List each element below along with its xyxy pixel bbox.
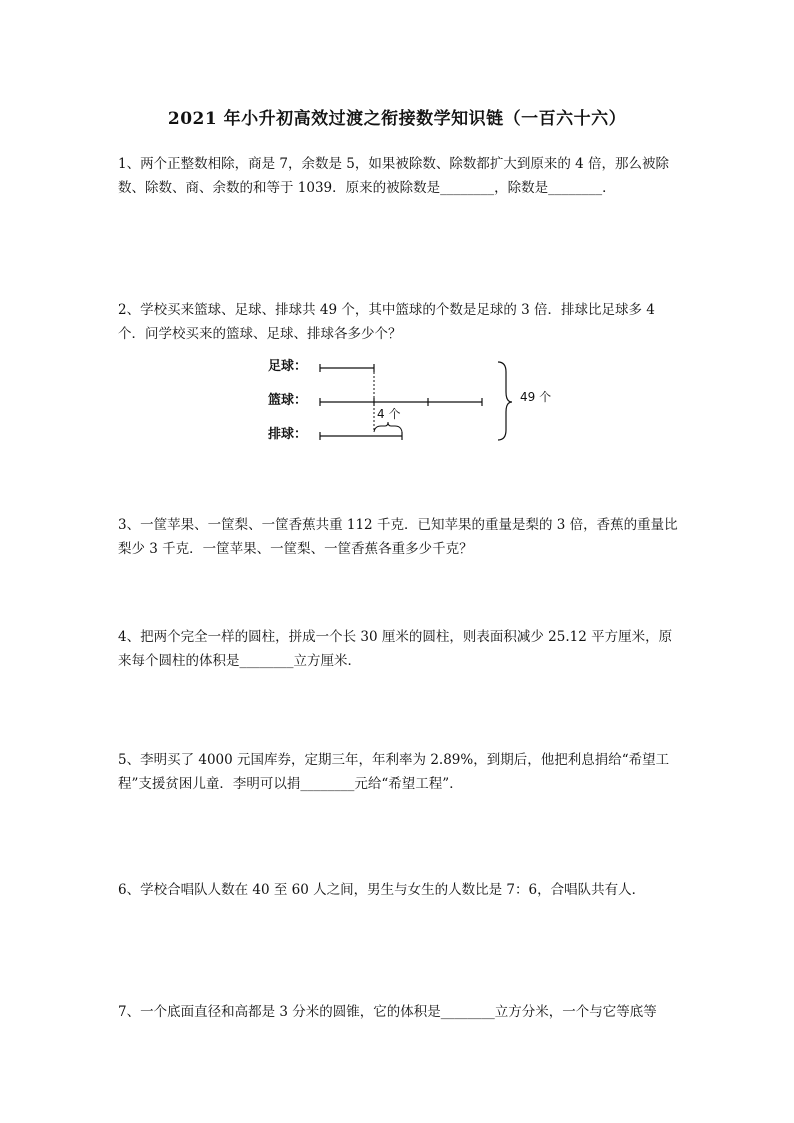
page-title: 2021 年小升初高效过渡之衔接数学知识链（一百六十六） [167,109,627,129]
question-2: 2、学校买来篮球、足球、排球共 49 个，其中篮球的个数是足球的 3 倍．排球比足球多 4 个．问学校买来的篮球、足球、排球各多少个？ [118,302,655,342]
question-5: 5、李明买了 4000 元国库券，定期三年，年利率为 2.89%，到期后，他把利息捐给“希望工程”支援贫困儿童．李明可以捐________元给“希望工程”． [118,752,670,792]
segment-diagram [262,352,562,452]
football-segment [320,364,374,372]
question-3: 3、一筐苹果、一筐梨、一筐香蕉共重 112 千克．已知苹果的重量是梨的 3 倍，香蕉的重量比梨少 3 千克．一筐苹果、一筐梨、一筐香蕉各重多少千克？ [118,517,678,557]
label-football: 足球： [268,359,308,374]
question-6: 6、学校合唱队人数在 40 至 60 人之间，男生与女生的人数比是 7：6，合唱队共有人． [118,882,646,898]
extra-label: 4 个 [377,407,401,421]
basketball-segment [320,398,482,406]
total-label: 49 个 [520,390,552,404]
question-4: 4、把两个完全一样的圆柱，拼成一个长 30 厘米的圆柱，则表面积减少 25.12 平方厘米，原来每个圆柱的体积是________立方厘米． [118,629,673,669]
question-7: 7、一个底面直径和高都是 3 分米的圆锥，它的体积是________立方分米，一个与它等底等 [118,1004,657,1020]
extra-brace [374,422,402,432]
total-brace [498,362,512,440]
label-basketball: 篮球： [268,393,308,408]
question-1: 1、两个正整数相除，商是 7，余数是 5，如果被除数、除数都扩大到原来的 4 倍，那么被除数、除数、商、余数的和等于 1039．原来的被除数是________，除数是________． [118,156,670,196]
volleyball-segment [320,432,402,440]
label-volleyball: 排球： [268,427,308,442]
